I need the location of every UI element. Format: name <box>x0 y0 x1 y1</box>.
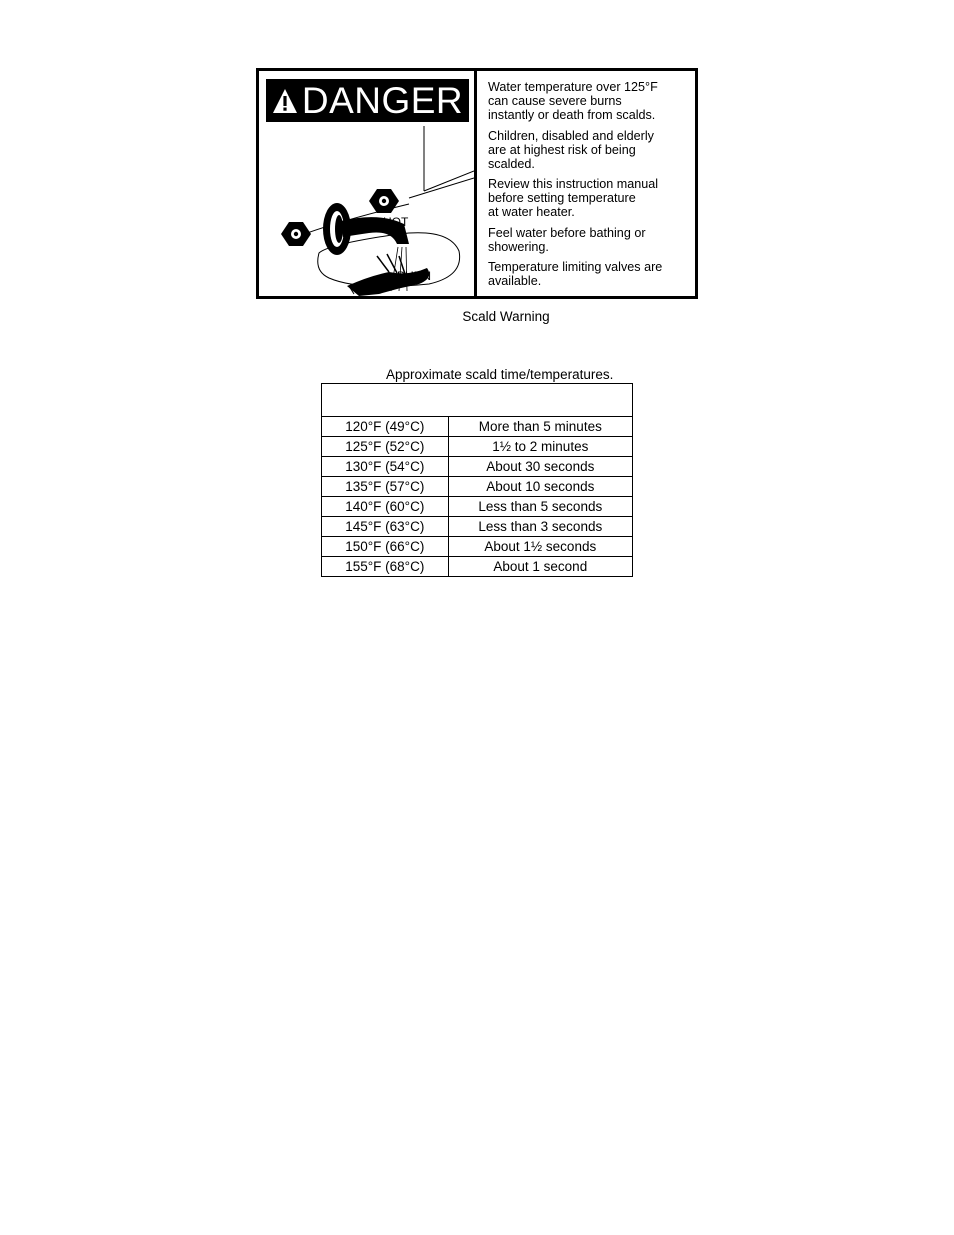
danger-banner <box>266 79 469 122</box>
hot-label: HOT <box>383 215 409 229</box>
table-row <box>322 517 633 537</box>
sign-paragraph: Temperature limiting valves are available. <box>488 260 663 288</box>
danger-heading: DANGER <box>301 80 464 121</box>
table-header-cell <box>322 384 633 417</box>
warning-triangle-icon <box>272 88 298 114</box>
sign-paragraph: Feel water before bathing or showering. <box>488 225 646 254</box>
scald-time-cell: About 1 second <box>448 557 632 577</box>
burn-label: BURN <box>397 269 432 283</box>
scald-time-cell: 1½ to 2 minutes <box>448 437 632 457</box>
table-row <box>322 437 633 457</box>
faucet-hand-illustration <box>259 126 474 296</box>
table-row <box>322 497 633 517</box>
table-row <box>322 477 633 497</box>
scald-time-table <box>321 383 633 577</box>
sign-paragraph: Review this instruction manual before setting temperature at water heater. <box>488 177 659 219</box>
scald-time-cell: About 30 seconds <box>448 457 632 477</box>
scald-time-cell: About 1½ seconds <box>448 537 632 557</box>
table-row <box>322 537 633 557</box>
figure-caption: Scald Warning <box>462 309 550 324</box>
table-header-row <box>322 384 633 417</box>
temperature-cell: 130°F (54°C) <box>322 457 449 477</box>
temperature-cell: 155°F (68°C) <box>322 557 449 577</box>
table-row <box>322 557 633 577</box>
temperature-cell: 125°F (52°C) <box>322 437 449 457</box>
table-row <box>322 417 633 437</box>
table-row <box>322 457 633 477</box>
temperature-cell: 120°F (49°C) <box>322 417 449 437</box>
table-title: Approximate scald time/temperatures. <box>386 367 614 382</box>
scald-time-cell: Less than 3 seconds <box>448 517 632 537</box>
scald-time-cell: Less than 5 seconds <box>448 497 632 517</box>
sign-paragraph: Water temperature over 125°F can cause severe burns instantly or death from scalds. <box>488 80 658 122</box>
sign-paragraph: Children, disabled and elderly are at highest risk of being scalded. <box>488 128 654 171</box>
temperature-cell: 150°F (66°C) <box>322 537 449 557</box>
danger-sign-left-panel <box>259 71 477 296</box>
temperature-cell: 135°F (57°C) <box>322 477 449 497</box>
scald-time-cell: More than 5 minutes <box>448 417 632 437</box>
danger-sign-text <box>488 80 692 295</box>
temperature-cell: 145°F (63°C) <box>322 517 449 537</box>
danger-sign <box>256 68 698 299</box>
temperature-cell: 140°F (60°C) <box>322 497 449 517</box>
scald-time-cell: About 10 seconds <box>448 477 632 497</box>
scald-illustration <box>259 126 474 296</box>
